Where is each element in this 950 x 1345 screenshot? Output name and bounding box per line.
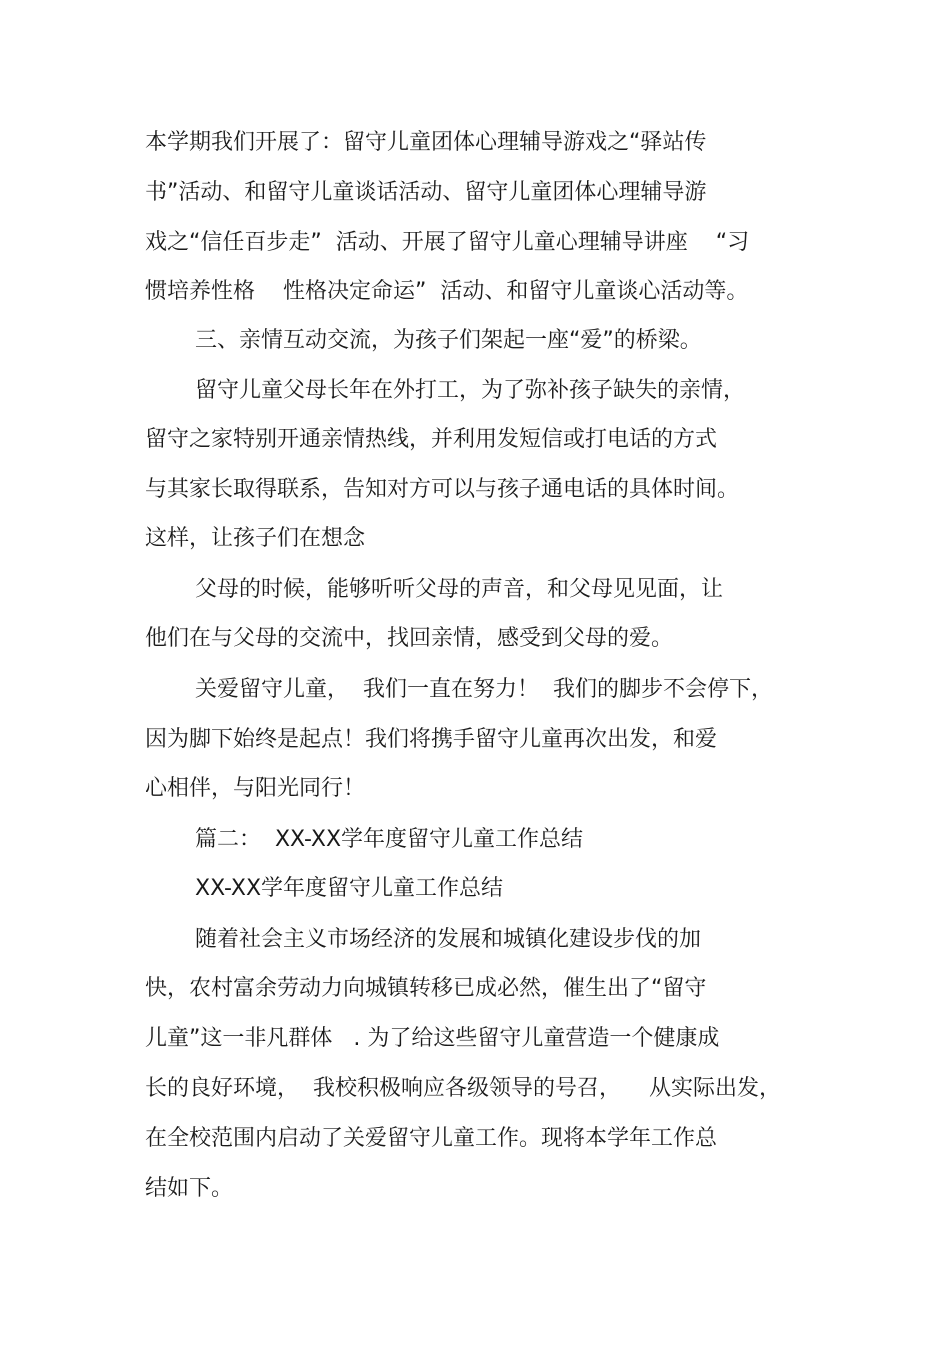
paragraph-line: 心相伴，与阳光同行！	[145, 776, 366, 801]
paragraph-line: 他们在与父母的交流中，找回亲情，感受到父母的爱。	[145, 626, 674, 651]
paragraph-line: 长的良好环境， 我校积极响应各级领导的号召， 从实际出发，	[145, 1076, 781, 1101]
paragraph-line: 儿童”这一非凡群体 . 为了给这些留守儿童营造一个健康成	[145, 1026, 720, 1051]
paragraph-line: 这样，让孩子们在想念	[145, 526, 366, 551]
section-heading: 三、亲情互动交流，为孩子们架起一座“爱”的桥梁。	[195, 328, 702, 353]
paragraph-line: 留守儿童父母长年在外打工，为了弥补孩子缺失的亲情，	[195, 378, 746, 403]
paragraph-line: 与其家长取得联系，告知对方可以与孩子通电话的具体时间。	[145, 477, 740, 502]
paragraph-line: 惯培养性格 性格决定命运” 活动、和留守儿童谈心活动等。	[145, 279, 749, 304]
paragraph-line: 关爱留守儿童， 我们一直在努力！ 我们的脚步不会停下，	[195, 677, 773, 702]
paragraph-line: 快，农村富余劳动力向城镇转移已成必然，催生出了“留守	[145, 976, 707, 1001]
paragraph-line: 戏之“信任百步走” 活动、开展了留守儿童心理辅导讲座 “习	[145, 230, 750, 255]
paragraph-line: 结如下。	[145, 1176, 234, 1201]
paragraph-line: 书”活动、和留守儿童谈话活动、留守儿童团体心理辅导游	[145, 180, 707, 205]
paragraph-line: 本学期我们开展了：留守儿童团体心理辅导游戏之“驿站传	[145, 130, 707, 155]
paragraph-line: 在全校范围内启动了关爱留守儿童工作。现将本学年工作总	[145, 1126, 718, 1151]
paragraph-line: 父母的时候，能够听听父母的声音，和父母见见面，让	[195, 577, 724, 602]
section-title: 篇二： XX-XX学年度留守儿童工作总结	[195, 827, 584, 852]
document-title: XX-XX学年度留守儿童工作总结	[195, 876, 504, 901]
paragraph-line: 因为脚下始终是起点！我们将携手留守儿童再次出发，和爱	[145, 727, 718, 752]
paragraph-line: 留守之家特别开通亲情热线，并利用发短信或打电话的方式	[145, 427, 718, 452]
paragraph-line: 随着社会主义市场经济的发展和城镇化建设步伐的加	[195, 927, 702, 952]
